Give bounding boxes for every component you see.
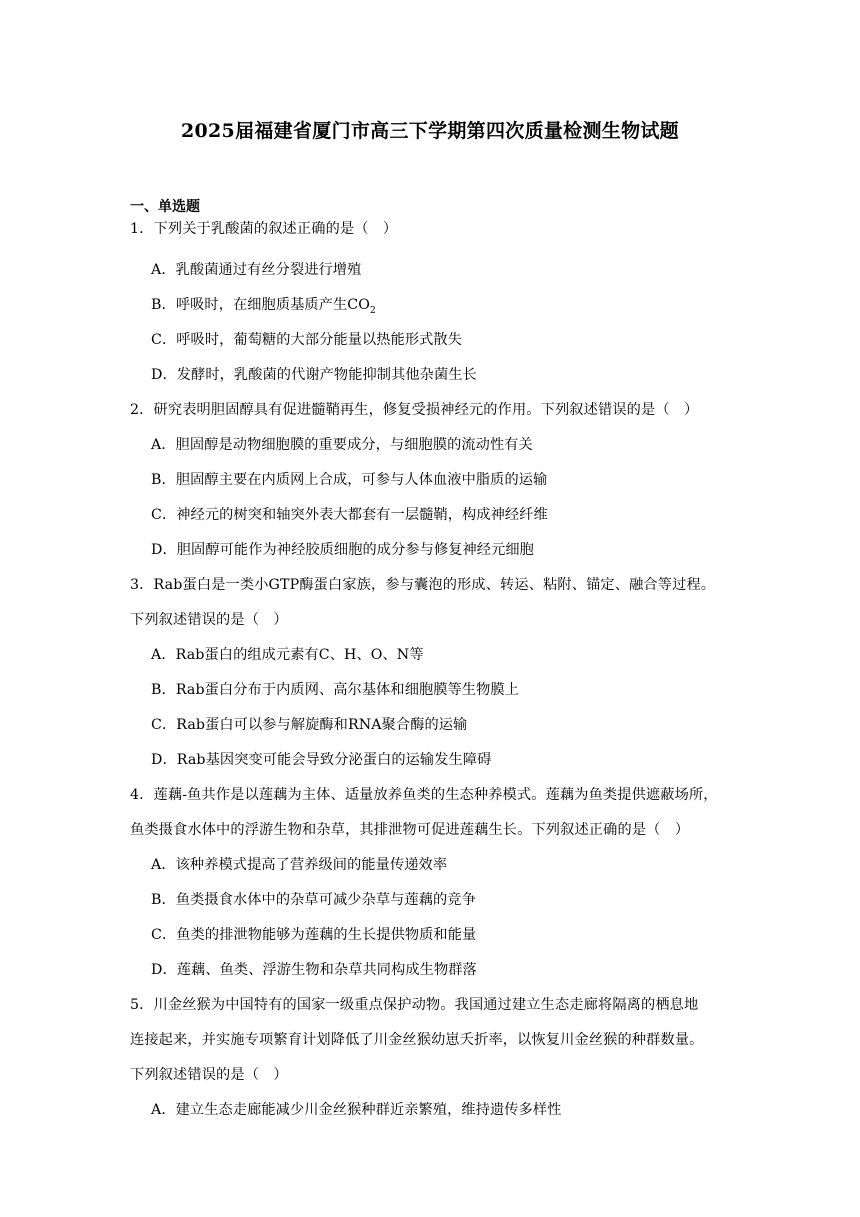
option-letter: D． (151, 542, 177, 558)
option-text: 呼吸时，在细胞质基质产生CO (175, 297, 370, 313)
option-c (130, 708, 730, 743)
option-text: 建立生态走廊能减少川金丝猴种群近亲繁殖，维持遗传多样性 (175, 1102, 562, 1118)
option-letter: D． (151, 367, 177, 383)
option-text: 胆固醇可能作为神经胶质细胞的成分参与修复神经元细胞 (176, 542, 534, 558)
question-stem (130, 988, 730, 1023)
option-letter: A． (151, 857, 176, 873)
option-a (130, 1093, 730, 1128)
option-c (130, 498, 730, 533)
option-c (130, 918, 730, 953)
question-2 (130, 393, 730, 568)
section-heading: 一、单选题 (130, 199, 200, 215)
question-stem (130, 393, 730, 428)
question-stem-line: Rab蛋白是一类小GTP酶蛋白家族，参与囊泡的形成、转运、粘附、锚定、融合等过程。 (153, 577, 716, 593)
option-letter: C． (151, 927, 177, 943)
question-stem-continued (130, 1058, 730, 1093)
question-stem-line: 莲藕-鱼共作是以莲藕为主体、适量放养鱼类的生态种养模式。莲藕为鱼类提供遮蔽场所， (153, 787, 718, 803)
question-number: 3． (130, 577, 154, 593)
question-stem-line: 下列叙述错误的是（ ） (130, 612, 288, 628)
page-title: 2025届福建省厦门市高三下学期第四次质量检测生物试题 (181, 120, 679, 142)
question-stem-line: 连接起来，并实施专项繁育计划降低了川金丝猴幼崽夭折率，以恢复川金丝猴的种群数量。 (130, 1032, 704, 1048)
option-text: 呼吸时，葡萄糖的大部分能量以热能形式散失 (176, 332, 463, 348)
option-d (130, 533, 730, 568)
question-number: 4． (130, 787, 154, 803)
question-stem (130, 778, 730, 813)
question-1 (130, 218, 730, 393)
option-letter: C． (151, 717, 177, 733)
option-a (130, 253, 730, 288)
question-stem-line: 下列叙述错误的是（ ） (130, 1067, 288, 1083)
option-text: 发酵时，乳酸菌的代谢产物能抑制其他杂菌生长 (176, 367, 477, 383)
option-a (130, 428, 730, 463)
option-text: 神经元的树突和轴突外表大都套有一层髓鞘，构成神经纤维 (176, 507, 548, 523)
option-b (130, 288, 730, 323)
question-4 (130, 778, 730, 988)
question-stem-line: 下列关于乳酸菌的叙述正确的是（ ） (153, 221, 398, 237)
option-letter: B． (151, 682, 176, 698)
option-letter: A． (151, 1102, 176, 1118)
option-text: 鱼类的排泄物能够为莲藕的生长提供物质和能量 (176, 927, 477, 943)
question-stem-line: 鱼类摄食水体中的浮游生物和杂草，其排泄物可促进莲藕生长。下列叙述正确的是（ ） (130, 822, 690, 838)
option-a (130, 638, 730, 673)
question-number: 1． (130, 221, 154, 237)
question-section (130, 196, 730, 1128)
option-letter: A． (151, 647, 176, 663)
option-letter: C． (151, 507, 177, 523)
option-text: Rab蛋白的组成元素有C、H、O、N等 (175, 647, 424, 663)
question-stem-continued (130, 1023, 730, 1058)
option-d (130, 743, 730, 778)
option-text: 胆固醇主要在内质网上合成，可参与人体血液中脂质的运输 (175, 472, 548, 488)
option-c (130, 323, 730, 358)
option-letter: D． (151, 752, 177, 768)
option-letter: C． (151, 332, 177, 348)
option-b (130, 883, 730, 918)
option-text: 莲藕、鱼类、浮游生物和杂草共同构成生物群落 (176, 962, 477, 978)
question-5 (130, 988, 730, 1128)
question-stem (130, 568, 730, 603)
option-d (130, 953, 730, 988)
option-letter: A． (151, 262, 176, 278)
option-b (130, 463, 730, 498)
option-letter: B． (151, 892, 176, 908)
question-stem-continued (130, 603, 730, 638)
option-text: 胆固醇是动物细胞膜的重要成分，与细胞膜的流动性有关 (175, 437, 533, 453)
option-text: 乳酸菌通过有丝分裂进行增殖 (175, 262, 362, 278)
option-letter: A． (151, 437, 176, 453)
option-text: Rab蛋白分布于内质网、高尔基体和细胞膜等生物膜上 (175, 682, 520, 698)
option-text: 鱼类摄食水体中的杂草可减少杂草与莲藕的竞争 (175, 892, 476, 908)
option-text: Rab蛋白可以参与解旋酶和RNA聚合酶的运输 (176, 717, 468, 733)
option-text: 该种养模式提高了营养级间的能量传递效率 (175, 857, 448, 873)
question-stem (130, 218, 730, 240)
option-a (130, 848, 730, 883)
option-text: Rab基因突变可能会导致分泌蛋白的运输发生障碍 (176, 752, 492, 768)
option-letter: D． (151, 962, 177, 978)
option-d (130, 358, 730, 393)
question-number: 2． (130, 402, 154, 418)
option-b (130, 673, 730, 708)
question-number: 5． (130, 997, 154, 1013)
option-letter: B． (151, 297, 176, 313)
question-stem-line: 研究表明胆固醇具有促进髓鞘再生，修复受损神经元的作用。下列叙述错误的是（ ） (153, 402, 699, 418)
question-stem-continued (130, 813, 730, 848)
subscript: 2 (369, 305, 376, 316)
question-stem-line: 川金丝猴为中国特有的国家一级重点保护动物。我国通过建立生态走廊将隔离的栖息地 (153, 997, 699, 1013)
question-3 (130, 568, 730, 778)
option-letter: B． (151, 472, 176, 488)
